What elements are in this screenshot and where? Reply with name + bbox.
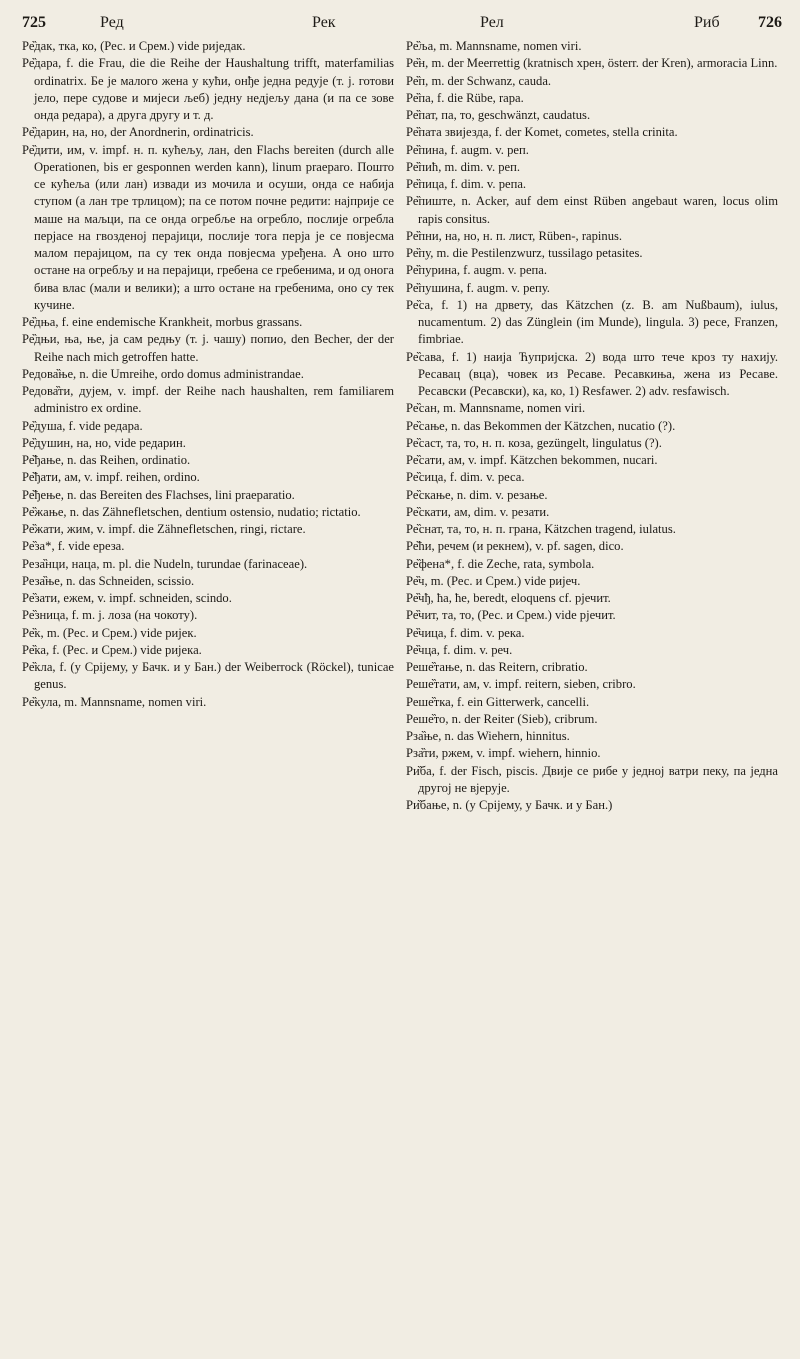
dictionary-entry: Ре̏душин, на, но, vide редарин. [22, 435, 186, 450]
dictionary-entry: Ре̏дити, им, v. impf. н. п. кућељу, лан, den Flachs bereiten (durch alle Operationen, bis er gesponnen werden kann), linum praeparo. Пошто се кућеља (или лан) извади из мочила и осуши, онда се набија ступом (а лан тре трлицом); па се потом почне редити: најприје се маше на маљци, па се онда огребље на огребло, послије огребла перјасе на гвозденој перајици, послије тога перја је се повјесма малом перајицом, па су тек онда повјесма уређена. А оно што остане на огребљу и на перајици, гребена се гребенима, и од онога бива влас (мали и велики); а што остане на гребенима, оно су тек кучине. [22, 142, 394, 312]
dictionary-entry: Реше̏то, n. der Reiter (Sieb), cribrum. [406, 711, 598, 726]
guide-word-left-first: Ред [100, 14, 124, 31]
dictionary-entry: Ре̏фена*, f. die Zeche, rata, symbola. [406, 556, 595, 571]
page-number-left: 725 [22, 14, 46, 31]
dictionary-entry: Ре̏пата звијезда, f. der Komet, cometes, stella crinita. [406, 125, 678, 140]
dictionary-entry: Ре̏чит, та, то, (Рес. и Срем.) vide рјечит. [406, 608, 616, 623]
dictionary-entry: Ре̏сан, m. Mannsname, nomen viri. [406, 401, 586, 416]
page-header [22, 8, 782, 36]
dictionary-entry: Ре̏зница, f. m. ј. лоза (на чокоту). [22, 608, 198, 623]
dictionary-entry: Редова̏ње, n. die Umreihe, ordo domus administrandae. [22, 366, 304, 381]
dictionary-entry: Ре̏пина, f. augm. v. реп. [406, 142, 529, 157]
dictionary-entry: Ре̏жати, жим, v. impf. die Zähnefletschen, ringi, rictare. [22, 522, 306, 536]
dictionary-entry: Ре̏пиште, n. Acker, auf dem einst Rüben angebaut waren, locus olim rapis consitus. [406, 194, 778, 226]
dictionary-entry: Реза̏нци, наца, m. pl. die Nudeln, turundae (farinaceae). [22, 556, 308, 571]
dictionary-entry: Ре̏душа, f. vide редара. [22, 418, 143, 433]
dictionary-entry: Редова̏ти, дујем, v. impf. der Reihe nach haushalten, rem familiarem administro ex ordine. [22, 384, 394, 416]
dictionary-entry: Ре̏ка, f. (Рес. и Срем.) vide ријека. [22, 642, 202, 657]
guide-word-right-last: Риб [694, 14, 720, 31]
page-number-right: 726 [758, 14, 782, 31]
dictionary-entry: Ре̏чица, f. dim. v. река. [406, 625, 525, 640]
dictionary-entry: Ре̏дак, тка, ко, (Рес. и Срем.) vide риједак. [22, 39, 246, 53]
dictionary-entry: Ре̏дарин, на, но, der Anordnerin, ordinatricis. [22, 125, 254, 140]
dictionary-entry: Ре̏пни, на, но, н. п. лист, Rüben-, rapinus. [406, 228, 623, 243]
dictionary-entry: Ре̏чђ, ћа, ће, beredt, eloquens cf. рјечит. [406, 591, 611, 605]
dictionary-entry: Ре̏пу, m. die Pestilenzwurz, tussilago petasites. [406, 246, 643, 260]
guide-word-left-last: Рек [312, 14, 336, 31]
dictionary-entry: Ре̏ља, m. Mannsname, nomen viri. [406, 39, 582, 53]
left-column [22, 38, 394, 711]
dictionary-entry: Ре̏пица, f. dim. v. репа. [406, 177, 527, 191]
dictionary-entry: Ре̏са, f. 1) на дрвету, das Kätzchen (z. B. am Nußbaum), iulus, nucamentum. 2) das Zünglein (im Munde), lingula. 3) ресе, Franzen, fimbriae. [406, 297, 778, 347]
dictionary-entry: Ре̏сица, f. dim. v. реса. [406, 470, 525, 485]
dictionary-entry: Ри̏ба, f. der Fisch, piscis. Двије се рибе у једној ватри пеку, па једна другој не вјерује. [406, 763, 778, 795]
dictionary-entry: Реза̏ње, n. das Schneiden, scissio. [22, 573, 195, 588]
dictionary-entry: Ре̏пушина, f. augm. v. репу. [406, 280, 550, 295]
dictionary-entry: Ре̏п, m. der Schwanz, cauda. [406, 73, 552, 88]
dictionary-entry: Ре̏па, f. die Rübe, rapa. [406, 90, 524, 105]
dictionary-entry: Ре̏зати, ежем, v. impf. schneiden, scindo. [22, 591, 232, 605]
dictionary-entry: Ре̏ћи, речем (и рекнем), v. pf. sagen, dico. [406, 539, 624, 554]
dictionary-entry: Ре̏скати, ам, dim. v. резати. [406, 504, 550, 519]
dictionary-entry: Ре̏за*, f. vide ереза. [22, 539, 125, 554]
dictionary-entry: Ре̏саст, та, то, н. п. коза, gezüngelt, lingulatus (?). [406, 435, 662, 450]
dictionary-entry: Рза̏ти, ржем, v. impf. wiehern, hinnio. [406, 746, 601, 761]
dictionary-entry: Ре̏кула, m. Mannsname, nomen viri. [22, 694, 207, 709]
dictionary-entry: Ре̏снат, та, то, н. п. грана, Kätzchen tragend, iulatus. [406, 522, 676, 536]
dictionary-entry: Ре̏жање, n. das Zähnefletschen, dentium ostensio, nudatio; rictatio. [22, 504, 361, 519]
dictionary-entry: Ре̏чца, f. dim. v. реч. [406, 642, 513, 657]
dictionary-entry: Ре̏ђење, n. das Bereiten des Flachses, lini praeparatio. [22, 487, 295, 502]
dictionary-entry: Ре̏пат, па, то, geschwänzt, caudatus. [406, 108, 591, 122]
dictionary-entry: Рза̏ње, n. das Wiehern, hinnitus. [406, 729, 570, 743]
dictionary-entry: Ре̏сава, f. 1) наиjа Ћупријска. 2) вода што тече кроз ту нахију. Ресавац (вца), човек из Ресаве. Ресавкиња, жена из Ресаве. Ресавски (Ресавски), ка, ко, 1) Resfawer. 2) adv. resfawisch. [406, 349, 778, 398]
dictionary-entry: Реше̏тати, ам, v. impf. reitern, sieben, cribro. [406, 677, 636, 692]
right-column [406, 38, 778, 814]
dictionary-entry: Ре̏пурина, f. augm. v. репа. [406, 263, 548, 278]
dictionary-entry: Ре̏сати, ам, v. impf. Kätzchen bekommen, nucari. [406, 453, 658, 467]
dictionary-entry: Ре̏ч, m. (Рес. и Срем.) vide ријеч. [406, 573, 581, 588]
dictionary-entry: Ри̏бање, n. (у Срijему, у Бачк. и у Бан.) [406, 798, 613, 812]
dictionary-entry: Ре̏дња, f. eine endemische Krankheit, morbus grassans. [22, 315, 303, 329]
dictionary-entry: Ре̏ђати, ам, v. impf. reihen, ordino. [22, 470, 200, 485]
dictionary-entry: Ре̏дара, f. die Frau, die die Reihe der Haushaltung trifft, materfamilias ordinatrix. Бе је малого жена у кући, онђе једна редује (т. ј. готови јело, пере судове и мијеси љеб) једну недјељу дана (и па се зове онда редара), а друга другу и т. д. [22, 56, 394, 122]
dictionary-entry: Реше̏тка, f. ein Gitterwerk, cancelli. [406, 694, 590, 709]
dictionary-entry: Ре̏скање, n. dim. v. резање. [406, 487, 548, 502]
guide-word-right-first: Рел [480, 14, 504, 31]
dictionary-entry: Ре̏ђање, n. das Reihen, ordinatio. [22, 453, 191, 467]
dictionary-entry: Ре̏н, m. der Meerrettig (kratnisch хрен, österr. der Kren), armoracia Linn. [406, 56, 778, 71]
dictionary-entry: Ре̏сање, n. das Bekommen der Kätzchen, nucatio (?). [406, 418, 676, 433]
dictionary-entry: Ре̏дњи, ња, ње, ја сам редњу (т. ј. чашу) попио, den Becher, der der Reihe nach mich getroffen hatte. [22, 332, 394, 364]
dictionary-entry: Ре̏пић, m. dim. v. реп. [406, 159, 521, 174]
dictionary-entry: Ре̏к, m. (Рес. и Срем.) vide ријек. [22, 625, 197, 640]
dictionary-entry: Ре̏кла, f. (у Срijему, у Бачк. и у Бан.) der Weiberrock (Röckel), tunicae genus. [22, 660, 394, 692]
dictionary-entry: Реше̏тање, n. das Reitern, cribratio. [406, 660, 588, 674]
